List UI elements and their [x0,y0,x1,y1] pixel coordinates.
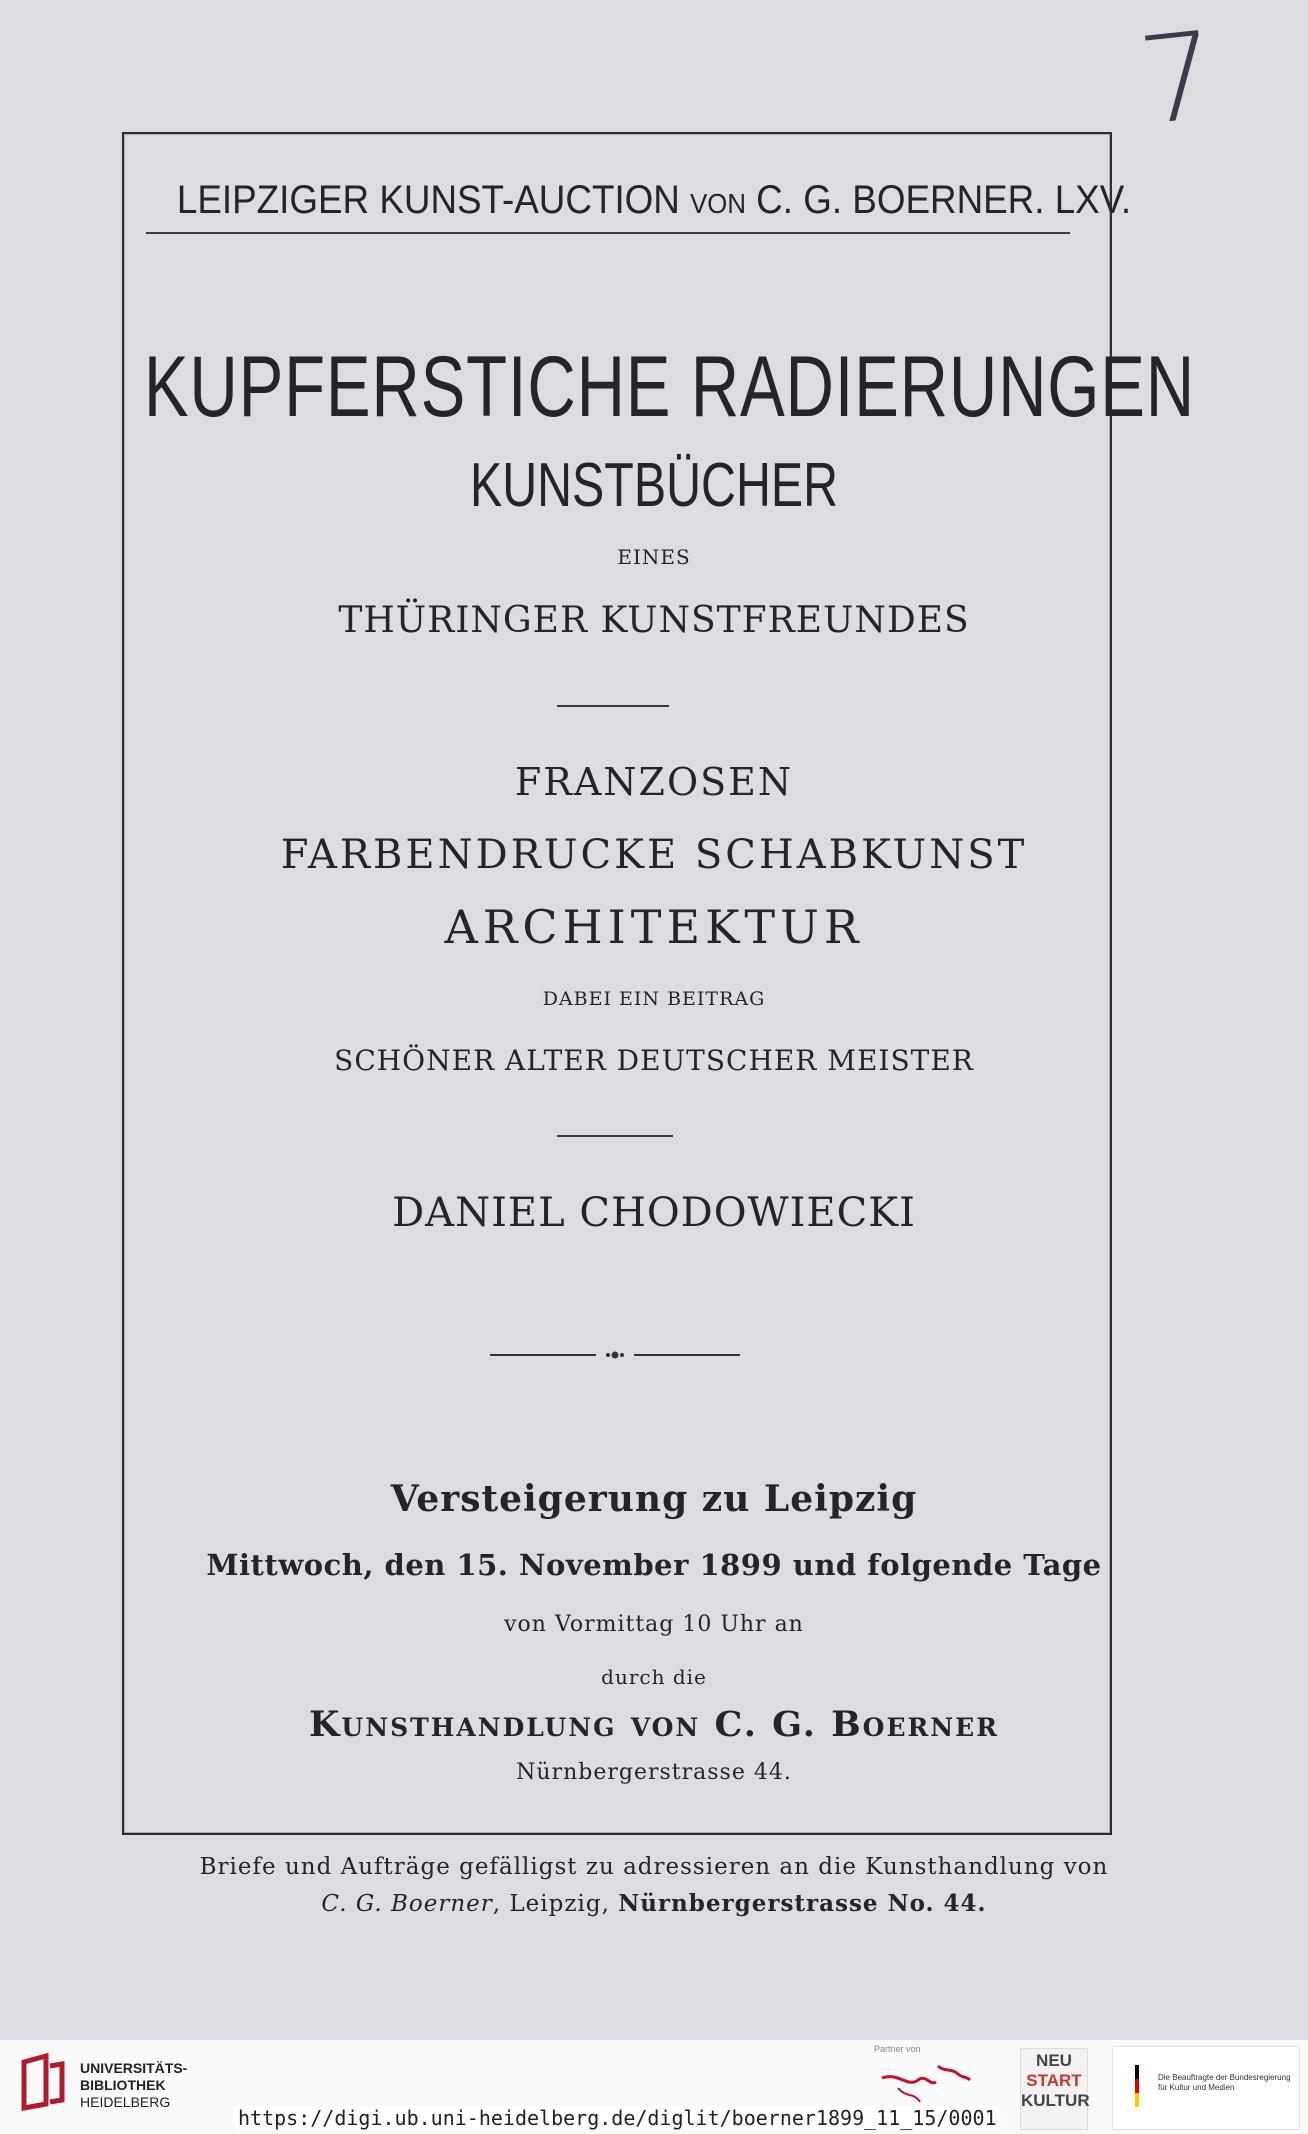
footer-city: , Leipzig, [492,1891,619,1917]
partner-label: Partner von [874,2044,921,2054]
university-logo-icon[interactable] [18,2052,68,2112]
bkm-line-1: Die Beauftragte der Bundesregierung [1158,2073,1291,2082]
section-line-3: ARCHITEKTUR [444,900,864,954]
auction-date: Mittwoch, den 15. November 1899 und folgende Tage [206,1548,1102,1582]
university-name-line-3: HEIDELBERG [80,2094,171,2110]
university-name[interactable] [80,2060,187,2111]
handwritten-page-number: 7 [1132,6,1224,153]
bkm-logo-box[interactable] [1112,2046,1300,2130]
title-line-4: THÜRINGER KUNSTFREUNDES [338,600,970,641]
auction-address: Nürnbergerstrasse 44. [516,1760,792,1785]
series-header-main: LEIPZIGER KUNST-AUCTION [176,178,680,222]
neustart-line-3: KULTUR [1021,2091,1090,2110]
series-header [52,178,1255,223]
section-line-5: SCHÖNER ALTER DEUTSCHER MEISTER [334,1044,974,1077]
artist-name: DANIEL CHODOWIECKI [392,1190,916,1236]
german-flag-icon [1135,2065,1139,2107]
series-header-publisher: C. G. BOERNER. LXV. [756,178,1132,222]
title-line-2: KUNSTBÜCHER [469,451,839,520]
bkm-line-2: für Kultur und Medien [1158,2083,1235,2092]
university-name-line-2: BIBLIOTHEK [80,2077,166,2093]
header-underline [146,232,1070,234]
auction-time: von Vormittag 10 Uhr an [504,1612,804,1637]
ornament-divider [490,1349,740,1361]
title-line-3: EINES [617,545,691,569]
section-line-4: DABEI EIN BEITRAG [542,988,766,1010]
divider-2 [557,1135,673,1137]
auction-title: Versteigerung zu Leipzig [390,1478,918,1520]
series-header-von: VON [690,188,746,219]
bkm-text [1158,2073,1291,2093]
footer-address: Nürnbergerstrasse No. 44. [618,1890,987,1917]
footer-line-2 [0,1890,1308,1917]
neustart-kultur-badge[interactable] [1020,2048,1088,2130]
university-name-line-1: UNIVERSITÄTS- [80,2060,188,2076]
permalink-url[interactable]: https://digi.ub.uni-heidelberg.de/diglit/boerner1899_11_15/0001 [234,2106,1001,2130]
auction-house: Kunsthandlung von C. G. Boerner [309,1704,999,1745]
section-line-2: FARBENDRUCKE SCHABKUNST [280,832,1028,878]
footer-name: C. G. Boerner [321,1891,493,1917]
auction-by: durch die [601,1665,707,1689]
neustart-line-1: NEU [1036,2051,1072,2070]
neustart-line-2: START [1026,2071,1082,2090]
footer-line-1: Briefe und Aufträge gefälligst zu adressieren an die Kunsthandlung von [199,1854,1109,1880]
title-line-1: KUPFERSTICHE RADIERUNGEN [143,339,1196,435]
divider-1 [557,705,669,707]
section-line-1: FRANZOSEN [514,760,794,804]
